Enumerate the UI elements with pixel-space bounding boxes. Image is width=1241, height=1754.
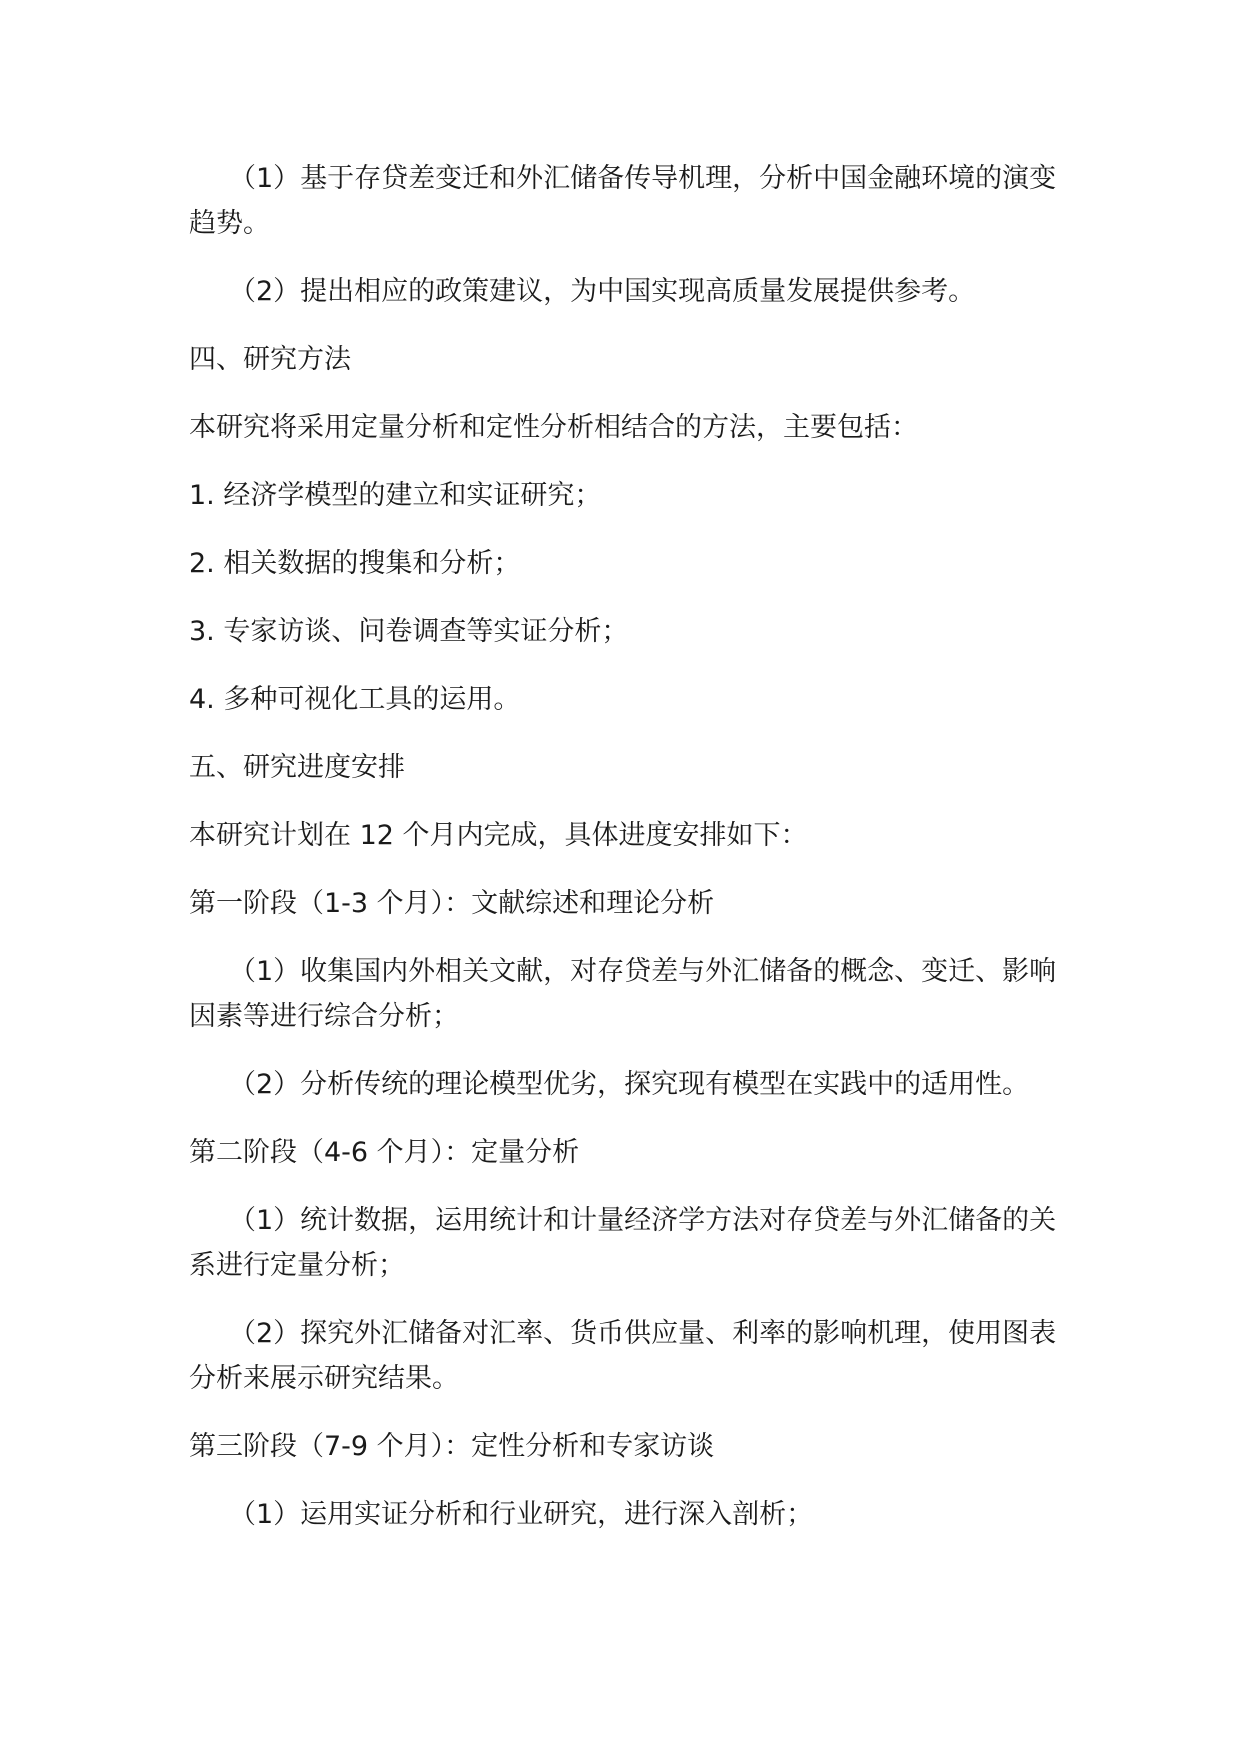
phase-heading-3 xyxy=(189,1424,1091,1469)
text-line: （1）运用实证分析和行业研究，进行深入剖析； xyxy=(229,1499,814,1530)
methods-list-item-4 xyxy=(189,677,1091,722)
phase-heading-2 xyxy=(189,1130,1091,1175)
text-line: （2）探究外汇储备对汇率、货币供应量、利率的影响机理，使用图表 xyxy=(229,1318,1057,1349)
phase-2-item-2 xyxy=(189,1311,1091,1401)
objective-paragraph-1 xyxy=(189,156,1091,246)
text-line: 2. 相关数据的搜集和分析； xyxy=(189,548,521,579)
text-line: 第三阶段（7-9 个月）：定性分析和专家访谈 xyxy=(189,1431,715,1462)
phase-2-item-1 xyxy=(189,1198,1091,1288)
methods-intro-paragraph xyxy=(189,405,1091,450)
text-line: 本研究将采用定量分析和定性分析相结合的方法，主要包括： xyxy=(189,412,918,443)
text-line: 因素等进行综合分析； xyxy=(189,1001,459,1032)
section-heading-schedule xyxy=(189,745,1091,790)
objective-paragraph-2 xyxy=(189,269,1091,314)
schedule-intro-paragraph xyxy=(189,813,1091,858)
text-line: 五、研究进度安排 xyxy=(189,752,405,783)
text-line: （2）分析传统的理论模型优劣，探究现有模型在实践中的适用性。 xyxy=(229,1069,1030,1100)
text-line: 1. 经济学模型的建立和实证研究； xyxy=(189,480,602,511)
text-line: 系进行定量分析； xyxy=(189,1250,405,1281)
text-line: 四、研究方法 xyxy=(189,344,351,375)
text-line: 第二阶段（4-6 个月）：定量分析 xyxy=(189,1137,580,1168)
section-heading-methods xyxy=(189,337,1091,382)
phase-1-item-2 xyxy=(189,1062,1091,1107)
phase-3-item-1 xyxy=(189,1492,1091,1537)
text-line: 第一阶段（1-3 个月）：文献综述和理论分析 xyxy=(189,888,715,919)
text-line: （1）收集国内外相关文献，对存贷差与外汇储备的概念、变迁、影响 xyxy=(229,956,1057,987)
text-line: 趋势。 xyxy=(189,208,270,239)
text-line: （2）提出相应的政策建议，为中国实现高质量发展提供参考。 xyxy=(229,276,976,307)
phase-1-item-1 xyxy=(189,949,1091,1039)
phase-heading-1 xyxy=(189,881,1091,926)
methods-list-item-2 xyxy=(189,541,1091,586)
text-line: 分析来展示研究结果。 xyxy=(189,1363,459,1394)
text-line: （1）统计数据，运用统计和计量经济学方法对存贷差与外汇储备的关 xyxy=(229,1205,1057,1236)
text-line: （1）基于存贷差变迁和外汇储备传导机理，分析中国金融环境的演变 xyxy=(229,163,1057,194)
text-line: 本研究计划在 12 个月内完成，具体进度安排如下： xyxy=(189,820,808,851)
text-line: 3. 专家访谈、问卷调查等实证分析； xyxy=(189,616,629,647)
methods-list-item-3 xyxy=(189,609,1091,654)
text-line: 4. 多种可视化工具的运用。 xyxy=(189,684,521,715)
methods-list-item-1 xyxy=(189,473,1091,518)
